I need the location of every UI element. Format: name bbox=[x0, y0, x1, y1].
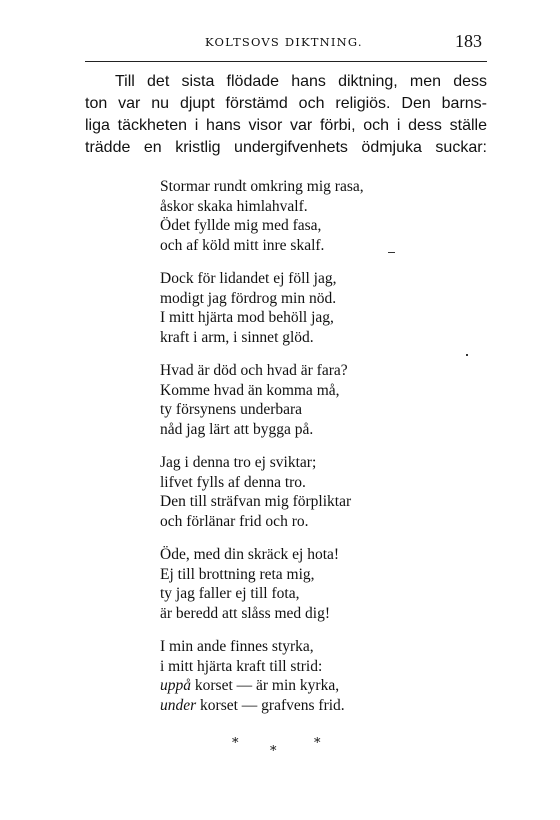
verse-line: och förlänar frid och ro. bbox=[160, 512, 309, 530]
verse-line: nåd jag lärt att bygga på. bbox=[160, 420, 314, 438]
verse-line: Komme hvad än komma må, bbox=[160, 381, 340, 399]
ink-speck bbox=[466, 354, 468, 356]
stanza-4 bbox=[160, 453, 420, 531]
running-title: KOLTSOVS DIKTNING. bbox=[205, 35, 363, 49]
verse-line: Öde, med din skräck ej hota! bbox=[160, 546, 340, 563]
italic-word: under bbox=[160, 696, 197, 714]
prose-line: trädde en kristlig undergifvenhets ödmjuka suckar: bbox=[85, 139, 487, 156]
header-rule bbox=[85, 61, 487, 62]
verse-line: I min ande finnes styrka, bbox=[160, 638, 314, 655]
verse-line: Hvad är död och hvad är fara? bbox=[160, 362, 348, 379]
ink-speck bbox=[388, 252, 395, 253]
stanza-3 bbox=[160, 361, 420, 439]
page-number: 183 bbox=[455, 31, 482, 51]
verse-line: ty försynens underbara bbox=[160, 401, 303, 418]
verse-line: och af köld mitt inre skalf. bbox=[160, 236, 325, 254]
stanza-6 bbox=[160, 637, 420, 715]
verse-line: Den till sträfvan mig förpliktar bbox=[160, 493, 352, 510]
verse-line-rest: korset — är min kyrka, bbox=[191, 677, 340, 694]
verse-line-rest: korset — grafvens frid. bbox=[196, 696, 345, 714]
asterisk: * bbox=[232, 736, 239, 751]
stanza-2 bbox=[160, 269, 420, 347]
verse-line bbox=[160, 676, 420, 696]
verse-line: Jag i denna tro ej sviktar; bbox=[160, 454, 317, 471]
verse-line: i mitt hjärta kraft till strid: bbox=[160, 657, 323, 675]
prose-line: ton var nu djupt förstämd och religiös. Den barns- bbox=[85, 95, 487, 112]
verse-line: Ej till brottning reta mig, bbox=[160, 565, 315, 583]
poem bbox=[160, 177, 420, 729]
verse-line: är beredd att slåss med dig! bbox=[160, 604, 331, 622]
asterisk: * bbox=[314, 736, 321, 751]
prose-line: Till det sista flödade hans diktning, men dess bbox=[115, 73, 487, 90]
verse-line: åskor skaka himlahvalf. bbox=[160, 197, 308, 215]
verse-line: I mitt hjärta mod behöll jag, bbox=[160, 309, 334, 326]
asterisk: * bbox=[270, 744, 277, 759]
stanza-1 bbox=[160, 177, 420, 255]
verse-line: ty jag faller ej till fota, bbox=[160, 585, 300, 602]
prose-line: liga täckheten i hans visor var förbi, och i dess ställe bbox=[85, 117, 487, 134]
prose-paragraph bbox=[85, 71, 487, 159]
verse-line bbox=[160, 696, 420, 716]
verse-line: Dock för lidandet ej föll jag, bbox=[160, 270, 337, 287]
stanza-5 bbox=[160, 545, 420, 623]
verse-line: kraft i arm, i sinnet glöd. bbox=[160, 328, 314, 346]
italic-word: uppå bbox=[160, 677, 191, 694]
verse-line: Ödet fyllde mig med fasa, bbox=[160, 217, 322, 234]
verse-line: Stormar rundt omkring mig rasa, bbox=[160, 178, 364, 195]
verse-line: modigt jag fördrog min nöd. bbox=[160, 289, 337, 307]
verse-line: lifvet fylls af denna tro. bbox=[160, 473, 306, 491]
asterism-ornament bbox=[232, 736, 328, 766]
